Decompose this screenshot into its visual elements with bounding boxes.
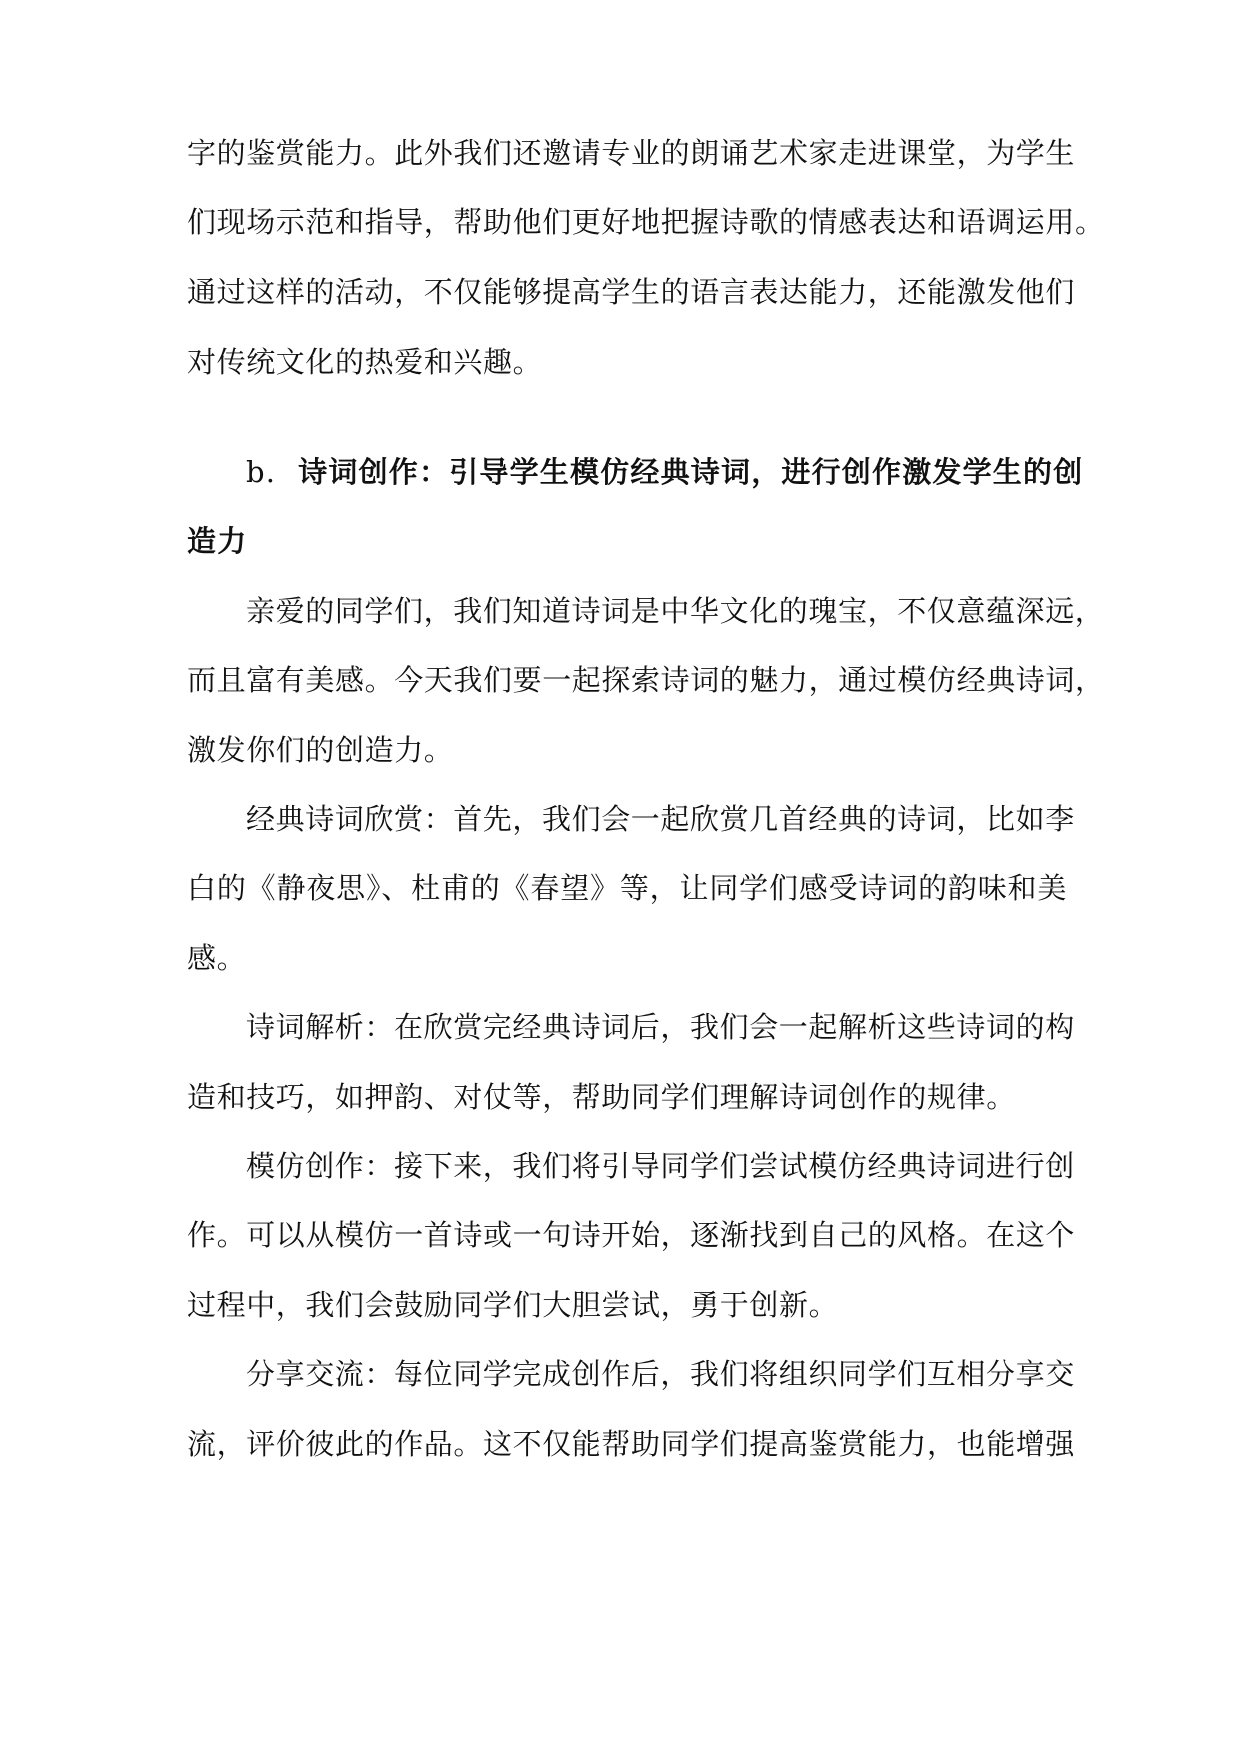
paragraph-line: 作。可以从模仿一首诗或一句诗开始，逐渐找到自己的风格。在这个: [187, 1218, 1076, 1252]
section-marker: b.: [246, 455, 277, 489]
paragraph-line: 而且富有美感。今天我们要一起探索诗词的魅力，通过模仿经典诗词，: [187, 663, 1105, 697]
paragraph-line: 激发你们的创造力。: [187, 733, 454, 767]
paragraph-line: 模仿创作：接下来，我们将引导同学们尝试模仿经典诗词进行创: [246, 1149, 1075, 1183]
paragraph-line: 对传统文化的热爱和兴趣。: [187, 345, 543, 379]
paragraph-line: 造和技巧，如押韵、对仗等，帮助同学们理解诗词创作的规律。: [187, 1080, 1016, 1114]
section-heading-continuation: 造力: [187, 524, 248, 558]
section-heading-text: 诗词创作：引导学生模仿经典诗词，进行创作激发学生的创: [298, 455, 1084, 489]
paragraph-line: 诗词解析：在欣赏完经典诗词后，我们会一起解析这些诗词的构: [246, 1010, 1075, 1044]
paragraph-line: 感。: [187, 941, 247, 975]
paragraph-line: 分享交流：每位同学完成创作后，我们将组织同学们互相分享交: [246, 1357, 1075, 1391]
paragraph-line: 字的鉴赏能力。此外我们还邀请专业的朗诵艺术家走进课堂，为学生: [187, 136, 1076, 170]
paragraph-line: 经典诗词欣赏：首先，我们会一起欣赏几首经典的诗词，比如李: [246, 802, 1075, 836]
paragraph-line: 流，评价彼此的作品。这不仅能帮助同学们提高鉴赏能力，也能增强: [187, 1427, 1076, 1461]
paragraph-line: 亲爱的同学们，我们知道诗词是中华文化的瑰宝，不仅意蕴深远，: [246, 594, 1105, 628]
paragraph-line: 通过这样的活动，不仅能够提高学生的语言表达能力，还能激发他们: [187, 275, 1076, 309]
paragraph-line: 白的《静夜思》、杜甫的《春望》等，让同学们感受诗词的韵味和美: [187, 871, 1067, 905]
paragraph-line: 过程中，我们会鼓励同学们大胆尝试，勇于创新。: [187, 1288, 839, 1322]
section-heading: [246, 450, 1084, 494]
paragraph-line: 们现场示范和指导，帮助他们更好地把握诗歌的情感表达和语调运用。: [187, 205, 1105, 239]
